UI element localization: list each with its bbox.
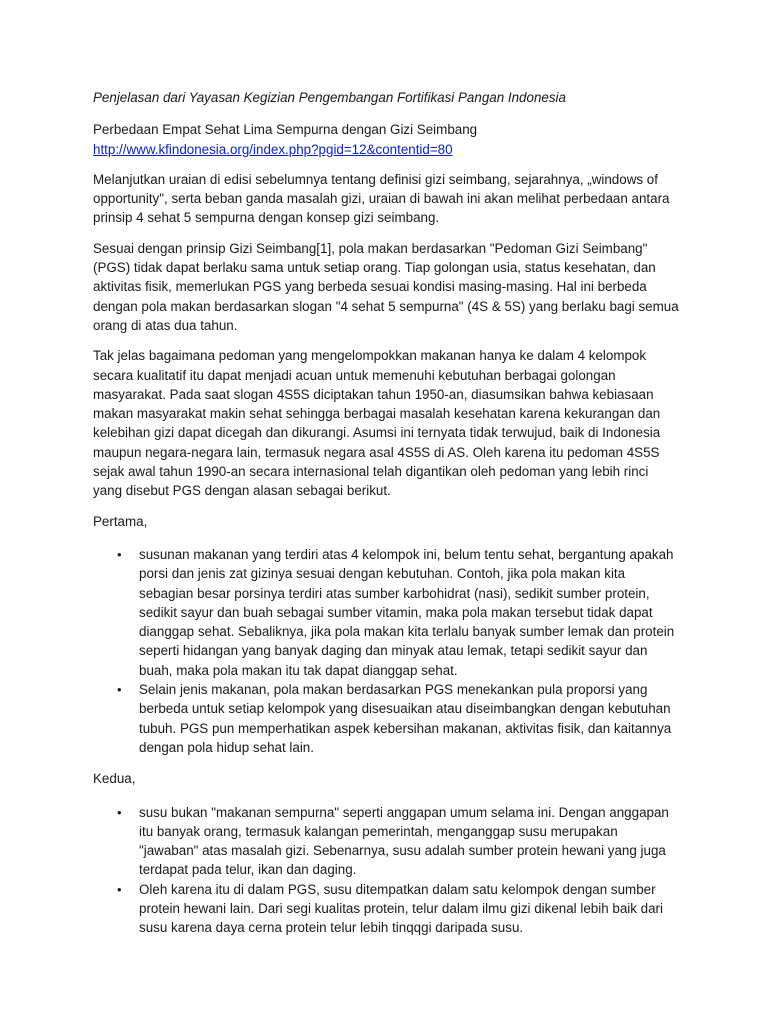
bullet-icon: • xyxy=(117,881,122,897)
bullet-icon: • xyxy=(117,804,122,820)
list-item xyxy=(93,880,680,938)
bullet-list-kedua xyxy=(93,803,680,938)
list-item xyxy=(93,680,680,757)
section-heading-kedua: Kedua, xyxy=(93,771,136,787)
article-subtitle: Perbedaan Empat Sehat Lima Sempurna dengan Gizi Seimbang xyxy=(93,122,478,138)
list-item-text: Selain jenis makanan, pola makan berdasarkan PGS menekankan pula proporsi yang berbeda untuk setiap kelompok yang disesuaikan atau diseimbangkan dengan kebutuhan tubuh. PGS pun memperhatikan aspek kebersihan makanan, aktivitas fisik, dan kaitannya dengan pola hidup sehat lain. xyxy=(139,682,672,755)
list-item-text: susu bukan "makanan sempurna" seperti anggapan umum selama ini. Dengan anggapan itu banyak orang, termasuk kalangan pemerintah, menganggap susu merupakan "jawaban" atas masalah gizi. Sebenarnya, susu adalah sumber protein hewani yang juga terdapat pada telur, ikan dan daging. xyxy=(139,804,669,878)
paragraph-intro: Melanjutkan uraian di edisi sebelumnya tentang definisi gizi seimbang, sejarahnya, „windows of opportunity", serta beban ganda masalah gizi, uraian di bawah ini akan melihat perbedaan antara prinsip 4 sehat 5 sempurna dengan konsep gizi seimbang. xyxy=(93,171,670,226)
source-link[interactable]: http://www.kfindonesia.org/index.php?pgid=12&contentid=80 xyxy=(93,141,453,157)
list-item-text: Oleh karena itu di dalam PGS, susu ditempatkan dalam satu kelompok dengan sumber protein hewani lain. Dari segi kualitas protein, telur dalam ilmu gizi dikenal lebih baik dari susu karena daya cerna protein telur lebih tinqqgi daripada susu. xyxy=(139,881,663,936)
bullet-list-pertama xyxy=(93,545,680,757)
section-heading-pertama: Pertama, xyxy=(93,513,148,529)
document-title: Penjelasan dari Yayasan Kegizian Pengembangan Fortifikasi Pangan Indonesia xyxy=(93,90,566,105)
paragraph-history: Tak jelas bagaimana pedoman yang mengelompokkan makanan hanya ke dalam 4 kelompok secara kualitatif itu dapat menjadi acuan untuk memenuhi kebutuhan berbagai golongan masyarakat. Pada saat slogan 4S5S diciptakan tahun 1950-an, diasumsikan bahwa kebiasaan makan masyarakat makin sehat sehingga berbagai masalah kesehatan karena kekurangan dan kelebihan gizi dapat dicegah dan dikurangi. Asumsi ini ternyata tidak terwujud, baik di Indonesia maupun negara-negara lain, termasuk negara asal 4S5S di AS. Oleh karena itu pedoman 4S5S sejak awal tahun 1990-an secara internasional telah digantikan oleh pedoman yang lebih rinci yang disebut PGS dengan alasan sebagai berikut. xyxy=(93,348,661,499)
paragraph-principle: Sesuai dengan prinsip Gizi Seimbang[1], pola makan berdasarkan "Pedoman Gizi Seimbang" (PGS) tidak dapat berlaku sama untuk setiap orang. Tiap golongan usia, status kesehatan, dan aktivitas fisik, memerlukan PGS yang berbeda sesuai kondisi masing-masing. Hal ini berbeda dengan pola makan berdasarkan slogan "4 sehat 5 sempurna" (4S & 5S) yang berlaku bagi semua orang di atas dua tahun. xyxy=(93,240,679,333)
list-item xyxy=(93,803,680,880)
bullet-icon: • xyxy=(117,546,122,562)
list-item xyxy=(93,545,680,680)
bullet-icon: • xyxy=(117,682,122,698)
list-item-text: susunan makanan yang terdiri atas 4 kelompok ini, belum tentu sehat, bergantung apakah porsi dan jenis zat gizinya sesuai dengan kebutuhan. Contoh, jika pola makan kita sebagian besar porsinya terdiri atas sumber karbohidrat (nasi), sedikit sumber protein, sedikit sayur dan buah sebagai sumber vitamin, maka pola makan tersebut tidak dapat dianggap sehat. Sebaliknya, jika pola makan kita terlalu banyak sumber lemak dan protein seperti hidangan yang banyak daging dan minyak atau lemak, tetapi sedikit sayur dan buah, maka pola makan itu tak dapat dianggap sehat. xyxy=(139,546,675,678)
